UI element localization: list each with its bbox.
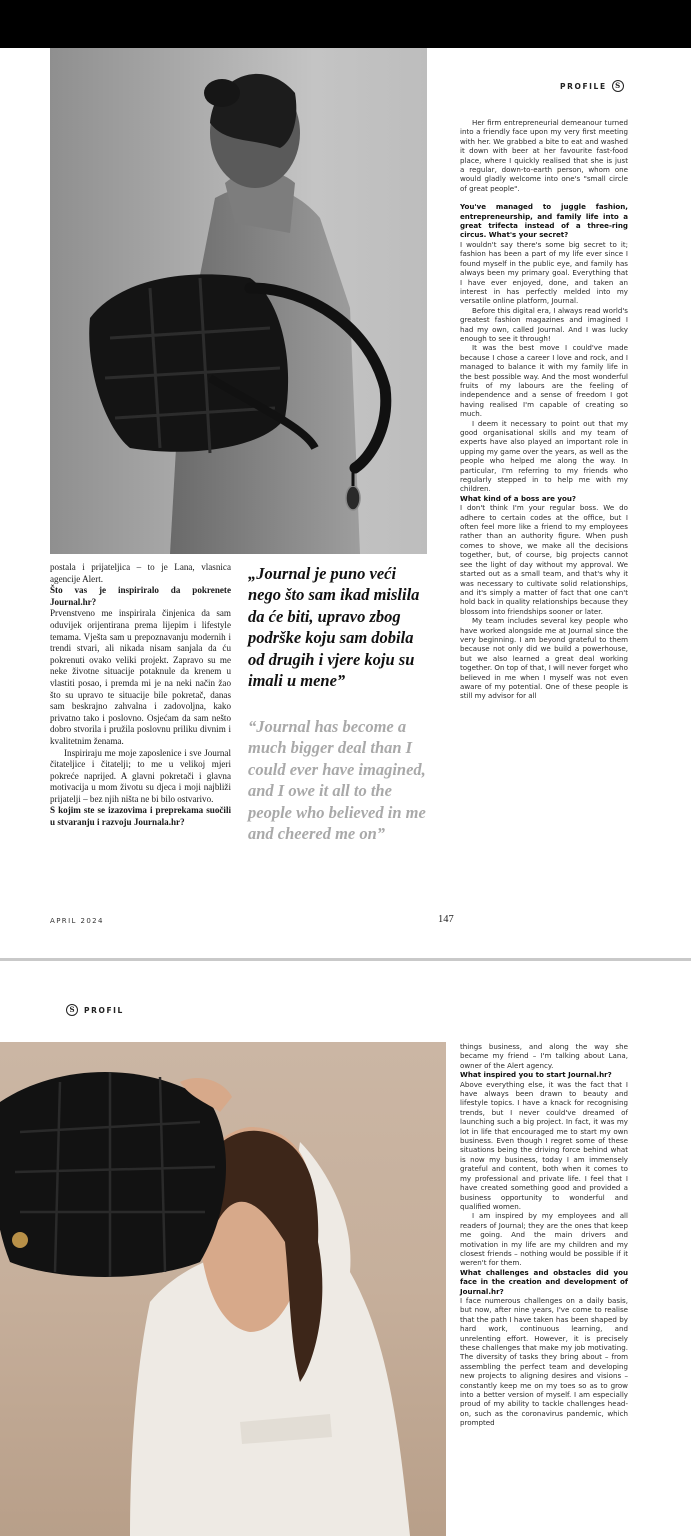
- body-paragraph: I face numerous challenges on a daily basis, but now, after nine years, I've come to realise that the path I have taken has been shaped by hard work, continuous learning, and unrelenting effort. However, it is precisely these challenges that make my job motivating. The diversity of tasks they bring about – from assembling the perfect team and developing new projects to aligning desires and visions – constantly keep me on my toes so as to grow into a better version of myself. I am especially proud of my ability to tackle challenges head-on, such as the coronavirus pandemic, which prompted: [460, 1295, 628, 1428]
- english-article-column-2: [460, 1042, 628, 1428]
- body-paragraph: I am inspired by my employees and all readers of Journal; they are the ones that keep me going. And the main drivers and motivation in my life are my children and my closest friends – nothing would be possible if it weren't for them.: [460, 1211, 628, 1268]
- section-header-profile: [560, 80, 624, 92]
- body-paragraph: I don't think I'm your regular boss. We do adhere to certain codes at the office, but I often feel more like a friend to my employees rather than an authority figure. When push comes to shove, we make all the decisions together, but, of course, big projects cannot see the light of day without my approval. We started out as a small team, and that's why it was necessary to cultivate solid relationships, and it's simply a matter of fact that one can't hold back in quality relationships because they blossom into friendships sooner or later.: [460, 503, 628, 616]
- paragraph-gap: [460, 193, 628, 202]
- section-label: PROFILE: [560, 81, 607, 91]
- body-paragraph: I wouldn't say there's some big secret to it; fashion has been a part of my life ever since I found myself in the public eye, and family has always been my primary goal. Everything that I have ever enjoyed, done, and taken an interest in has perfectly melded into my versatile online platform, Journal.: [460, 239, 628, 306]
- body-paragraph: Above everything else, it was the fact that I have always been drawn to beauty and lifestyle topics. I have a knack for recognising trends, but I never could've dreamed of launching such a big project. In fact, it was my lot in life that encouraged me to start my own business. Even though I regret some of these situations being the driving force behind what is now my business, today I am immensely grateful and content, both when it comes to my professional and private life. I feel that I have created something good and provided a business opportunity to wonderful and qualified women.: [460, 1079, 628, 1211]
- issue-date: APRIL 2024: [50, 917, 104, 925]
- section-header-profil: [66, 1004, 124, 1016]
- interview-question: What kind of a boss are you?: [460, 493, 577, 503]
- interview-question: S kojim ste se izazovima i preprekama suočili u stvaranju i razvoju Journala.hr?: [50, 805, 231, 828]
- pullquote-english: “Journal has become a much bigger deal than I could ever have imagined, and I owe it all to the people who believed in me and cheered me on”: [248, 717, 426, 844]
- english-article-column: [460, 118, 628, 701]
- interview-question: Što vas je inspiriralo da pokrenete Journal.hr?: [50, 585, 231, 607]
- section-label: PROFIL: [84, 1005, 124, 1015]
- interview-question: You've managed to juggle fashion, entrepreneurship, and family life into a great trifecta instead of a three-ring circus. What's your secret?: [460, 202, 628, 240]
- journal-logo-icon: S: [612, 80, 624, 92]
- page-number: 147: [438, 914, 454, 925]
- body-paragraph: Her firm entrepreneurial demeanour turned into a friendly face upon my very first meeting with her. We grabbed a bite to eat and washed it down with beer at her favourite fast-food place, where I quickly realised that she is just a regular, down-to-earth person, whom one would gladly welcome into one's "small circle of great people".: [460, 118, 628, 193]
- body-paragraph: I deem it necessary to point out that my good organisational skills and my team of experts have also played an important role in upping my game over the years, as well as the people who helped me along the way. In particular, I'm referring to my friends who regularly stepped in to help me with my children.: [460, 418, 628, 494]
- body-paragraph: things business, and along the way she became my friend – I'm talking about Lana, owner of the Alert agency.: [460, 1042, 628, 1070]
- top-black-bar: [0, 0, 691, 48]
- journal-logo-icon: S: [66, 1004, 78, 1016]
- body-paragraph: Before this digital era, I always read world's greatest fashion magazines and imagined I had my own, called Journal. And I was lucky enough to see it through!: [460, 305, 628, 343]
- portrait-photo-color: [0, 1042, 446, 1536]
- croatian-article-column: [50, 562, 231, 829]
- body-paragraph: Inspiriraju me moje zaposlenice i sve Journal čitateljice i čitatelji; to me u velikoj mjeri pokreće naprijed. A glavni pokretači i glavna motivacija u mom životu su djeca i moji najbliži prijatelji – bez njih ništa ne bi bilo ostvarivo.: [50, 747, 231, 804]
- interview-question: What inspired you to start Journal.hr?: [460, 1070, 612, 1080]
- body-paragraph: Prvenstveno me inspirirala činjenica da sam oduvijek orijentirana prema lijepim i lifestyle temama. Vješta sam u prepoznavanju modernih i trendi stvari, ali nikada nisam sanjala da ću pokrenuti ovako veliki projekt. Zapravo su me neke životne situacije potaknule da krenem u vlastiti posao, i premda mi je na neki način žao što su upravo te situacije bile pokretač, danas sam beskrajno zahvalna i zadovoljna, kako privatno tako i poslovno. Osjećam da sam nešto dobro stvorila i pružila poslovnu priliku divnim i kvalitetnim ženama.: [50, 608, 231, 746]
- page-divider: [0, 958, 691, 961]
- body-paragraph: My team includes several key people who have worked alongside me at Journal since the very beginning. I am beyond grateful to them because not only did we build a powerhouse, but we also learned a great deal working together. On top of that, I will never forget who believed in me when I myself was not even aware of my potential. One of these people is still my advisor for all: [460, 616, 628, 701]
- body-paragraph: postala i prijateljica – to je Lana, vlasnica agencije Alert.: [50, 562, 231, 584]
- interview-question: What challenges and obstacles did you face in the creation and development of Journal.hr?: [460, 1267, 628, 1296]
- pullquote-croatian: „Journal je puno veći nego što sam ikad mislila da će biti, upravo zbog podrške koju sam dobila od drugih i vjere koju su imali u mene”: [248, 564, 420, 691]
- portrait-photo-bw: [50, 48, 427, 554]
- body-paragraph: It was the best move I could've made because I chose a career I love and rock, and I managed to balance it with my family life in the best possible way. And the most wonderful fruits of my labours are the feeling of independence and a sense of freedom I got having realised I'm capable of creating so much.: [460, 343, 628, 419]
